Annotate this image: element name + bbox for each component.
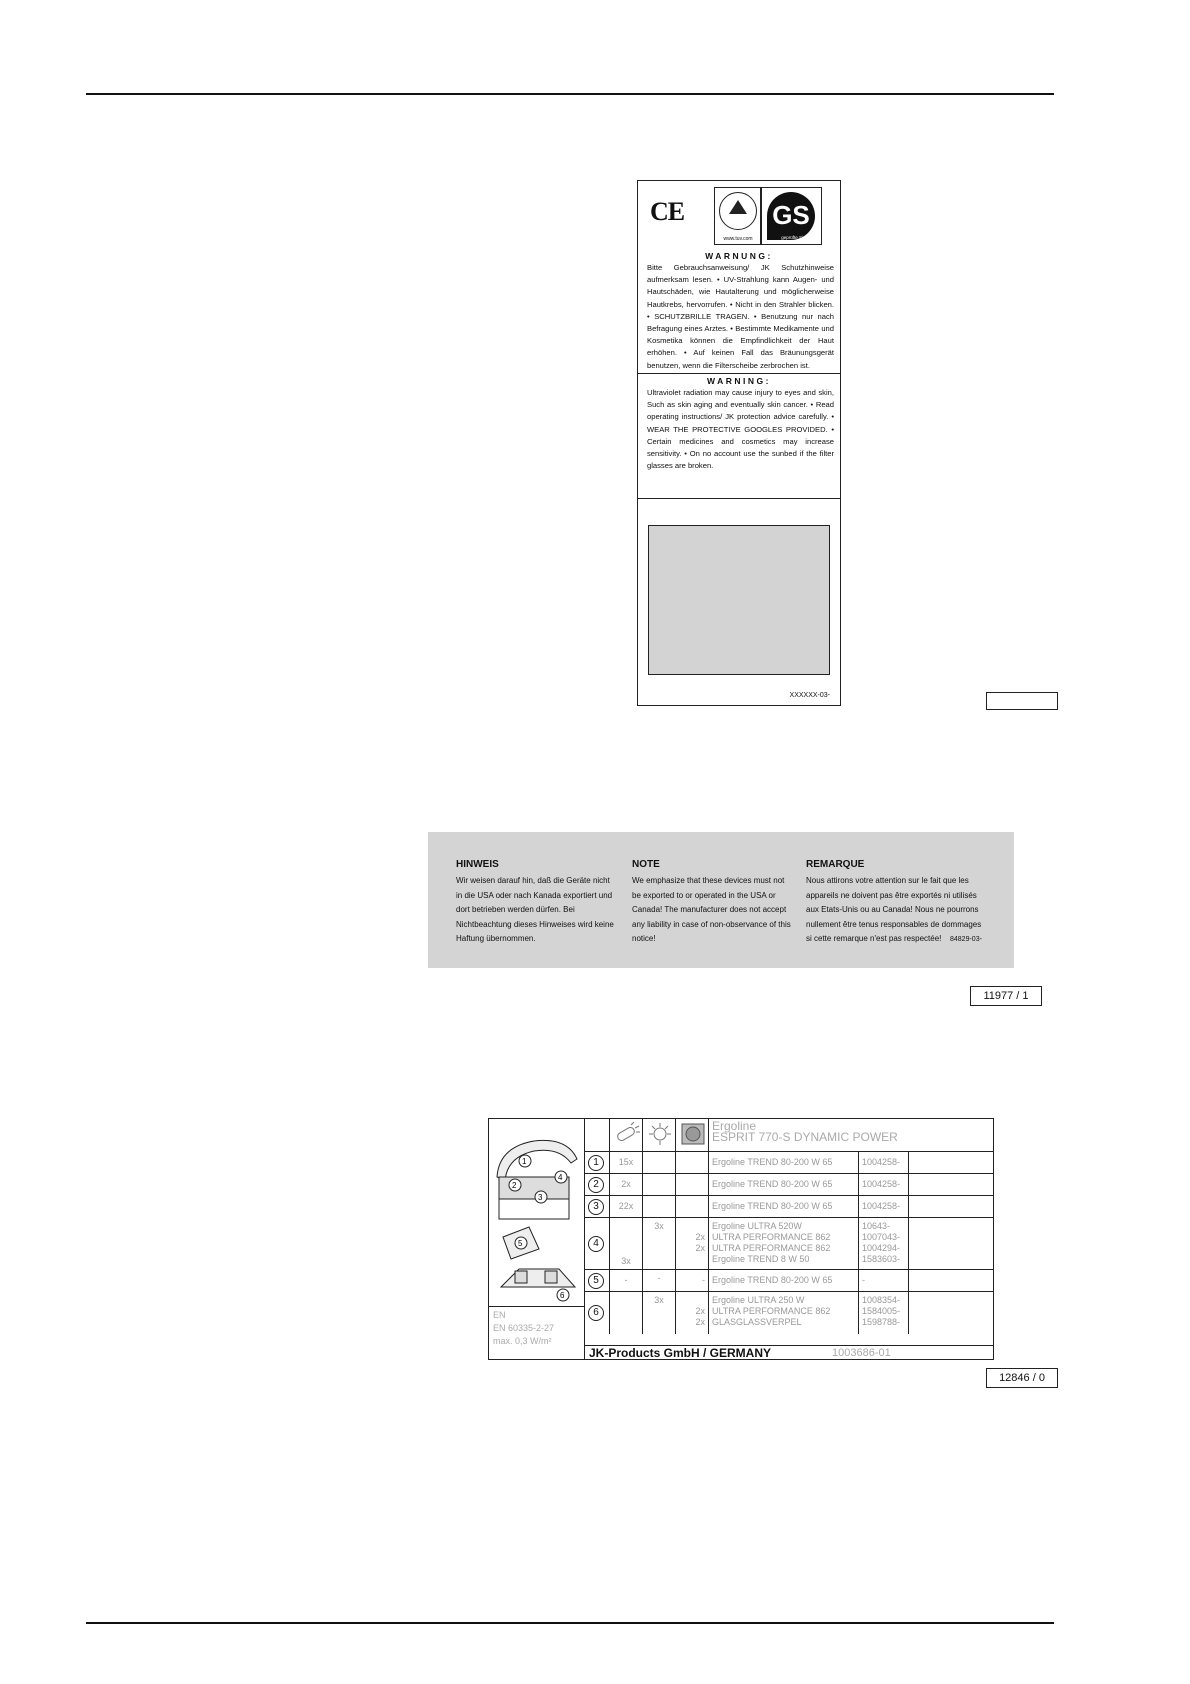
lamp-description-cell: Ergoline TREND 80-200 W 65 (708, 1174, 858, 1196)
notice-en (632, 858, 794, 946)
lamp-label-code: 1003686-01 (832, 1347, 891, 1359)
qty-facial-cell: - (642, 1270, 675, 1292)
qty-facial-cell (642, 1174, 675, 1196)
qty-uv-cell: 2x (609, 1174, 642, 1196)
label-code: XXXXXX-03- (789, 692, 830, 699)
blank-cell (908, 1152, 994, 1174)
facial-lamp-icon (642, 1119, 675, 1151)
figure-ref-11977: 11977 / 1 (970, 986, 1042, 1006)
notice-de-text: Wir weisen darauf hin, daß die Geräte nicht in die USA oder nach Kanada exportiert und dort betrieben werden dürfen. Bei Nichtbeachtung dieses Hinweises wird keine Haftung übernommen. (456, 876, 614, 944)
lamp-grid (584, 1119, 994, 1359)
lamp-row (585, 1151, 994, 1174)
lamp-table-label (488, 1118, 994, 1360)
svg-text:6: 6 (560, 1291, 565, 1300)
warning-en-section (638, 376, 840, 499)
figure-ref-12846: 12846 / 0 (986, 1368, 1058, 1388)
qty-facial-cell: 3x (642, 1218, 675, 1270)
part-number-cell: 10643- 1007043- 1004294- 1583603- (858, 1218, 908, 1270)
export-notice (428, 832, 1014, 968)
lamp-description-cell: Ergoline ULTRA 520W ULTRA PERFORMANCE 862 ULTRA PERFORMANCE 862 Ergoline TREND 8 W 50 (708, 1218, 858, 1270)
footer-rule (86, 1622, 1054, 1624)
svg-text:5: 5 (518, 1239, 523, 1248)
uv-tube-icon (609, 1119, 642, 1151)
lamp-row (585, 1269, 994, 1292)
svg-text:4: 4 (558, 1173, 563, 1182)
warning-de-section (638, 251, 840, 374)
sunbed-illustration (489, 1119, 584, 1306)
qty-facial-cell (642, 1196, 675, 1218)
company-name: JK-Products GmbH / GERMANY (589, 1346, 772, 1360)
ce-mark: CE (650, 197, 685, 226)
notice-de-heading: HINWEIS (456, 859, 499, 870)
qty-uv-cell (609, 1292, 642, 1334)
qty-uv-cell: - (609, 1270, 642, 1292)
qty-facial-cell: 3x (642, 1292, 675, 1334)
qty-filter-cell: - (675, 1270, 708, 1292)
qty-filter-cell: 2x 2x (675, 1292, 708, 1334)
svg-text:3: 3 (538, 1193, 543, 1202)
part-number-cell: 1004258- (858, 1152, 908, 1174)
figure-ref-box (986, 692, 1058, 710)
notice-fr-heading: REMARQUE (806, 859, 865, 870)
blank-cell (908, 1270, 994, 1292)
blank-cell (908, 1174, 994, 1196)
warning-de-text: Bitte Gebrauchsanweisung/ JK Schutzhinweise aufmerksam lesen. • UV-Strahlung kann Augen- und Hautschäden, wie Hautalterung und möglicherweise Hautkrebs, hervorrufen. • Nicht in den Strahler blicken. • SCHUTZBRILLE TRAGEN. • Benutzung nur nach Befragung eines Arztes. • Bestimmte Medikamente und Kosmetika können die Empfindlichkeit der Haut erhöhen. • Auf keinen Fall das Bräunungsgerät benutzen, wenn die Filterscheibe zerbrochen ist. (647, 263, 834, 370)
warning-de-title: WARNUNG: (705, 251, 773, 261)
notice-code: 84829-03- (950, 936, 982, 943)
notice-en-text: We emphasize that these devices must not be exported to or operated in the USA or Canada! The manufacturer does not accept any liability in case of non-observance of this notice! (632, 876, 791, 944)
qty-filter-cell (675, 1196, 708, 1218)
notice-en-heading: NOTE (632, 859, 660, 870)
row-number: 3 (588, 1199, 604, 1215)
row-number: 6 (588, 1305, 604, 1321)
lamp-description-cell: Ergoline ULTRA 250 W ULTRA PERFORMANCE 862 GLASGLASSVERPEL (708, 1292, 858, 1334)
notice-fr (806, 858, 986, 946)
lamp-header-row (585, 1119, 994, 1151)
certification-logos (638, 181, 840, 249)
svg-text:1: 1 (522, 1157, 527, 1166)
part-number-cell: 1008354- 1584005- 1598788- (858, 1292, 908, 1334)
qty-filter-cell: 2x 2x (675, 1218, 708, 1270)
qty-uv-cell: 15x (609, 1152, 642, 1174)
part-number-cell: 1004258- (858, 1196, 908, 1218)
warning-en-title: WARNING: (707, 376, 771, 386)
gs-logo-icon: GS geprüfte Sicherheit (760, 187, 822, 245)
svg-text:2: 2 (512, 1181, 517, 1190)
brand-name: Ergoline (712, 1119, 757, 1133)
header-rule (86, 93, 1054, 95)
lamp-description-cell: Ergoline TREND 80-200 W 65 (708, 1196, 858, 1218)
label-blank-area (648, 525, 830, 675)
lamp-footer (585, 1345, 994, 1360)
filter-icon (675, 1119, 708, 1151)
model-name: ESPRIT 770-S DYNAMIC POWER (712, 1130, 898, 1144)
qty-facial-cell (642, 1152, 675, 1174)
row-number: 4 (588, 1236, 604, 1252)
lamp-description-cell: Ergoline TREND 80-200 W 65 (708, 1152, 858, 1174)
lamp-row (585, 1217, 994, 1270)
row-number: 1 (588, 1155, 604, 1171)
lamp-row (585, 1173, 994, 1196)
notice-fr-text: Nous attirons votre attention sur le fait que les appareils ne doivent pas être exportés ni utilisés aux Etats-Unis ou au Canada! Nous ne pourrons nullement être tenus responsables de dommages si cette remarque n'est pas respectée! (806, 876, 982, 944)
lamp-row (585, 1291, 994, 1334)
part-number-cell: 1004258- (858, 1174, 908, 1196)
brand-cell (708, 1119, 994, 1151)
part-number-cell: - (858, 1270, 908, 1292)
qty-uv-cell: 22x (609, 1196, 642, 1218)
qty-uv-cell: 3x (609, 1218, 642, 1270)
qty-filter-cell (675, 1152, 708, 1174)
row-number: 5 (588, 1273, 604, 1289)
blank-cell (908, 1218, 994, 1270)
lamp-row (585, 1195, 994, 1218)
qty-filter-cell (675, 1174, 708, 1196)
warning-label (637, 180, 841, 706)
sunbed-drawing-icon (489, 1119, 584, 1306)
standard-cell: EN EN 60335-2-27 max. 0,3 W/m² (489, 1306, 584, 1359)
notice-de (456, 858, 618, 946)
lamp-description-cell: Ergoline TREND 80-200 W 65 (708, 1270, 858, 1292)
row-number: 2 (588, 1177, 604, 1193)
blank-cell (908, 1292, 994, 1334)
blank-cell (908, 1196, 994, 1218)
warning-en-text: Ultraviolet radiation may cause injury to eyes and skin, Such as skin aging and eventually skin cancer. • Read operating instructions/ JK protection advice carefully. • WEAR THE PROTECTIVE GOOGLES PROVIDED. • Certain medicines and cosmetics may increase sensitivity. • On no account use the sunbed if the filter glasses are broken. (647, 388, 834, 471)
tuv-logo-icon: www.tuv.com (714, 187, 762, 245)
